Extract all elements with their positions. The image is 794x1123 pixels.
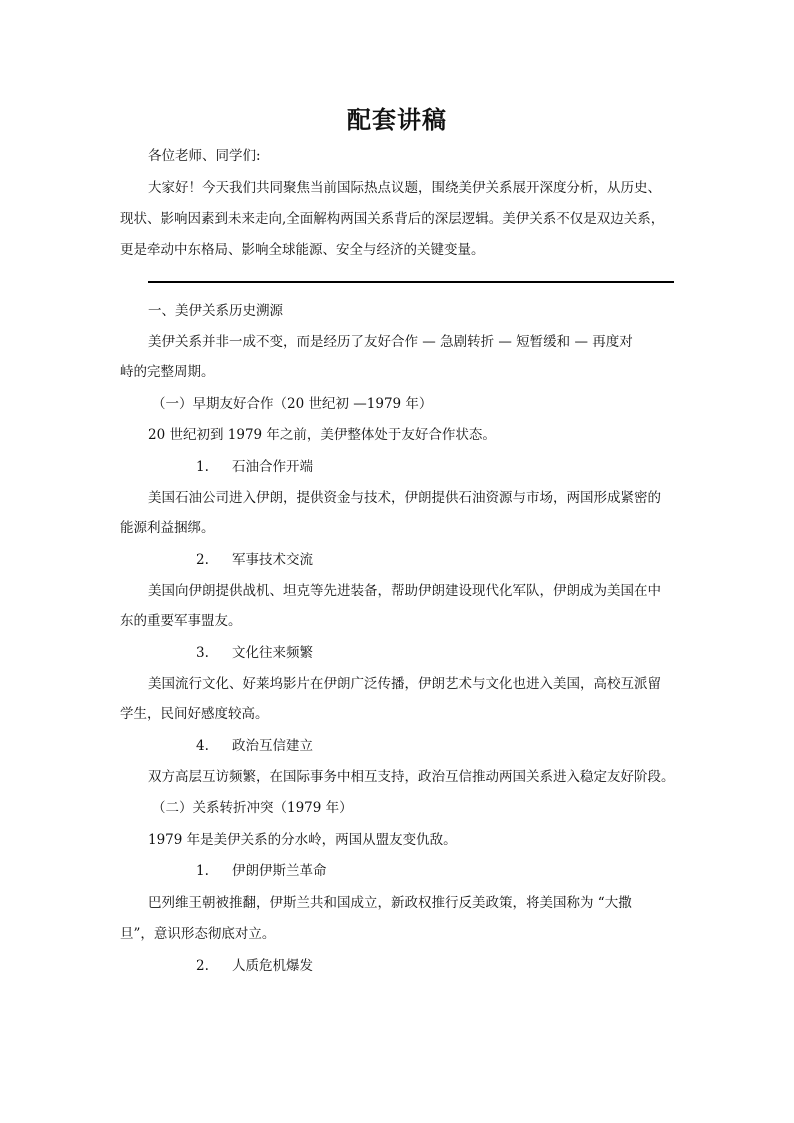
- list-item-number: 1.: [196, 863, 209, 879]
- list-item-text-line-2: 学生，民间好感度较高。: [120, 706, 269, 722]
- list-item-label: 人质危机爆发: [232, 958, 313, 974]
- page-title: 配套讲稿: [347, 105, 447, 134]
- list-item-text-line-1: 美国向伊朗提供战机、坦克等先进装备，帮助伊朗建设现代化军队，伊朗成为美国在中: [148, 583, 661, 599]
- section-heading: 一、美伊关系历史溯源: [148, 303, 283, 319]
- subsection-summary-1: 20 世纪初到 1979 年之前，美伊整体处于友好合作状态。: [148, 427, 496, 443]
- list-item-number: 2.: [196, 552, 209, 568]
- list-item-label: 文化往来频繁: [232, 645, 313, 661]
- subsection-heading-2: （二）关系转折冲突（1979 年）: [152, 800, 353, 816]
- section-paragraph-line-2: 峙的完整周期。: [120, 364, 215, 380]
- list-item-label: 政治互信建立: [232, 738, 313, 754]
- list-item-number: 2.: [196, 958, 209, 974]
- list-item-text-line-1: 美国石油公司进入伊朗，提供资金与技术，伊朗提供石油资源与市场，两国形成紧密的: [148, 490, 661, 506]
- intro-line-3: 更是牵动中东格局、影响全球能源、安全与经济的关键变量。: [120, 242, 485, 258]
- list-item-text-line-1: 双方高层互访频繁，在国际事务中相互支持，政治互信推动两国关系进入稳定友好阶段。: [148, 769, 675, 785]
- intro-line-1: 大家好！今天我们共同聚焦当前国际热点议题，围绕美伊关系展开深度分析，从历史、: [148, 180, 661, 196]
- list-item-text-line-2: 东的重要军事盟友。: [120, 613, 242, 629]
- list-item-text-line-2: 旦”，意识形态彻底对立。: [120, 926, 276, 942]
- list-item-text-line-1: 巴列维王朝被推翻，伊斯兰共和国成立，新政权推行反美政策，将美国称为 “大撒: [148, 895, 632, 911]
- list-item-label: 军事技术交流: [232, 552, 313, 568]
- list-item-label: 石油合作开端: [232, 459, 313, 475]
- horizontal-divider: [148, 281, 674, 283]
- list-item-label: 伊朗伊斯兰革命: [232, 863, 327, 879]
- subsection-heading-1: （一）早期友好合作（20 世纪初 —1979 年）: [152, 396, 433, 412]
- list-item-text-line-2: 能源利益捆绑。: [120, 520, 215, 536]
- list-item-number: 4.: [196, 738, 209, 754]
- list-item-number: 1.: [196, 459, 209, 475]
- section-paragraph-line-1: 美伊关系并非一成不变，而是经历了友好合作 — 急剧转折 — 短暂缓和 — 再度对: [148, 334, 633, 350]
- greeting: 各位老师、同学们:: [148, 148, 261, 164]
- intro-line-2: 现状、影响因素到未来走向,全面解构两国关系背后的深层逻辑。美伊关系不仅是双边关系，: [120, 211, 665, 227]
- list-item-number: 3.: [196, 645, 209, 661]
- list-item-text-line-1: 美国流行文化、好莱坞影片在伊朗广泛传播，伊朗艺术与文化也进入美国，高校互派留: [148, 676, 661, 692]
- subsection-summary-2: 1979 年是美伊关系的分水岭，两国从盟友变仇敌。: [148, 832, 457, 848]
